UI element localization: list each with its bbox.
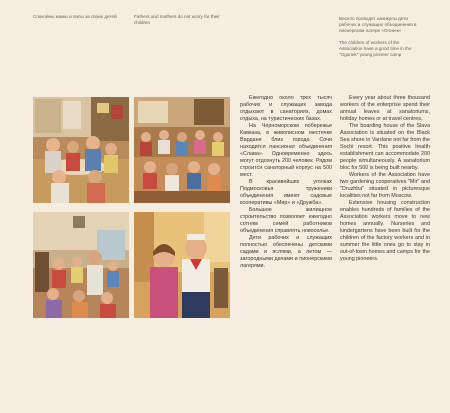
- en-paragraph: Workers of the Association have two gardening cooperatives "Mir" and "Druzhba" situated in picturesque localities not far from Moscow.: [340, 172, 430, 199]
- en-paragraph: Extensive housing construction enables hundreds of families of the Association workers move to new homes annually. Nurseries and kindergartens have been built for the children of the factory workers and in summer the little ones go to stay in out-of-town homes and camps for the young pioneers.: [340, 200, 430, 262]
- en-paragraph: Every year about three thousand workers of the enterprise spend their annual leaves at sanatoriums, holiday homes or at travel centres.: [340, 95, 430, 122]
- en-paragraph: The boarding house of the Slava Association is situated on the Black Sea shore in Vardane not far from the Sochi resort. This positive health establishment can accommodate 200 people simultaneously. A sanatorium bloc for 500 is being built nearby.: [340, 123, 430, 171]
- ru-paragraph: Большое жилищное строительство позволяет ежегодно сотням семей работников объединения справлять новоселье.: [240, 207, 332, 234]
- photo-children-chairs: [134, 97, 230, 203]
- ru-paragraph: В красивейших уголках Подмосковья труженики объединения имеют садовые кооперативы «Мир» и «Дружба».: [240, 179, 332, 206]
- text-column-english: [340, 95, 430, 263]
- photo-kindergarten-table-image: [33, 97, 129, 203]
- ru-paragraph: На Черноморском побережье Кавказа, в живописном местечке Вардане близ города Сочи находится пансионат объединения «Слава». Одновременно здесь могут отдохнуть 200 человек. Рядом строится санаторный корпус на 500 мест.: [240, 123, 332, 178]
- ru-paragraph: Дети рабочих и служащих полностью обеспечены детскими садами и яслями, а летом — загородными дачами и пионерскими лагерями.: [240, 235, 332, 269]
- photo-pioneer-girls-image: [134, 212, 230, 318]
- photo-playroom-image: [33, 212, 129, 318]
- photo-children-chairs-image: [134, 97, 230, 203]
- caption-parents-en: Fathers and mothers do not worry for their children: [134, 14, 220, 25]
- photo-playroom: [33, 212, 129, 318]
- caption-camp-ru: Весело проводят каникулы дети рабочих и служащих объединения в пионерском лагере «Огонек»: [339, 16, 417, 33]
- ru-paragraph: Ежегодно около трех тысяч рабочих и служащих завода отдыхают в санаториях, домах отдыха, на туристических базах.: [240, 95, 332, 122]
- photo-pioneer-girls: [134, 212, 230, 318]
- text-column-russian: [240, 95, 332, 270]
- caption-parents-ru: Спокойны мамы и папы за своих детей: [33, 14, 117, 19]
- caption-camp-en: The children of workers of the Association have a good time in the "Ogonek" young pioneer camp: [339, 40, 412, 57]
- photo-kindergarten-table: [33, 97, 129, 203]
